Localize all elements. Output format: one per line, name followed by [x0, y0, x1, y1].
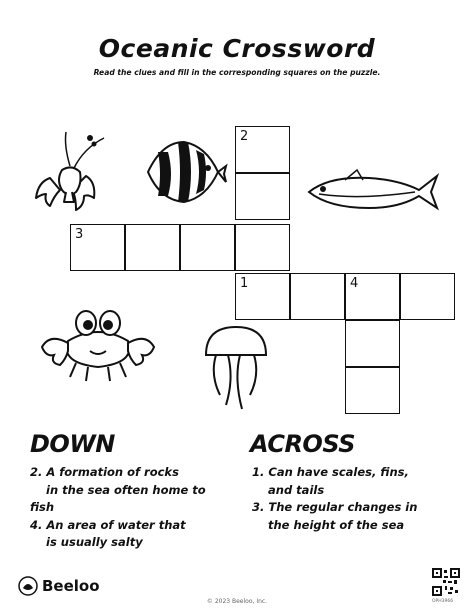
page-title: Oceanic Crossword	[98, 34, 376, 63]
cell-4-2[interactable]	[345, 320, 400, 367]
cell-2-1[interactable]	[235, 126, 290, 173]
cell-1-3[interactable]	[345, 273, 400, 320]
clue-across-3-line2: the height of the sea	[268, 517, 405, 532]
clue-number-1: 1	[240, 276, 249, 291]
clue-across-3-line1: 3. The regular changes in	[252, 500, 418, 514]
clue-down-4-line1: 4. An area of water that	[30, 517, 186, 532]
across-clues	[252, 464, 462, 534]
cell-4-3[interactable]	[345, 367, 400, 414]
clue-down-2-line2: in the sea often home to	[46, 482, 206, 497]
cell-1-2[interactable]	[290, 273, 345, 320]
copyright: © 2023 Beeloo, Inc.	[206, 598, 268, 605]
clue-down-4-line2: is usually salty	[46, 535, 143, 549]
angelfish-icon	[138, 130, 228, 220]
instructions: Read the clues and fill in the corresponding squares on the puzzle.	[93, 68, 381, 77]
beeloo-logo-icon	[18, 576, 38, 596]
cell-1-1[interactable]	[235, 273, 290, 320]
cell-3-1[interactable]	[70, 224, 125, 271]
jellyfish-icon	[200, 325, 272, 415]
clue-number-3: 3	[75, 227, 84, 242]
cell-3-3[interactable]	[180, 224, 235, 271]
cell-3-2[interactable]	[125, 224, 180, 271]
crab-icon	[32, 305, 162, 385]
cell-1-4[interactable]	[400, 273, 455, 320]
tuna-icon	[305, 168, 440, 218]
clue-across-1-line2: and tails	[268, 482, 325, 497]
qr-code-icon	[432, 568, 460, 596]
down-clues	[30, 464, 230, 552]
across-heading: ACROSS	[250, 430, 356, 458]
clue-across-1-line1: 1. Can have scales, fins,	[252, 465, 409, 479]
clue-down-2-line3: fish	[30, 500, 55, 514]
lobster-icon	[30, 130, 110, 220]
clue-down-2-line1: 2. A formation of rocks	[30, 465, 179, 479]
cell-2-2[interactable]	[235, 173, 290, 220]
down-heading: DOWN	[30, 430, 115, 458]
brand-name: Beeloo	[42, 577, 100, 595]
clue-number-4: 4	[350, 276, 359, 291]
clue-number-2: 2	[240, 129, 249, 144]
product-code: OPH3966	[432, 599, 454, 604]
cell-3-4[interactable]	[235, 224, 290, 271]
